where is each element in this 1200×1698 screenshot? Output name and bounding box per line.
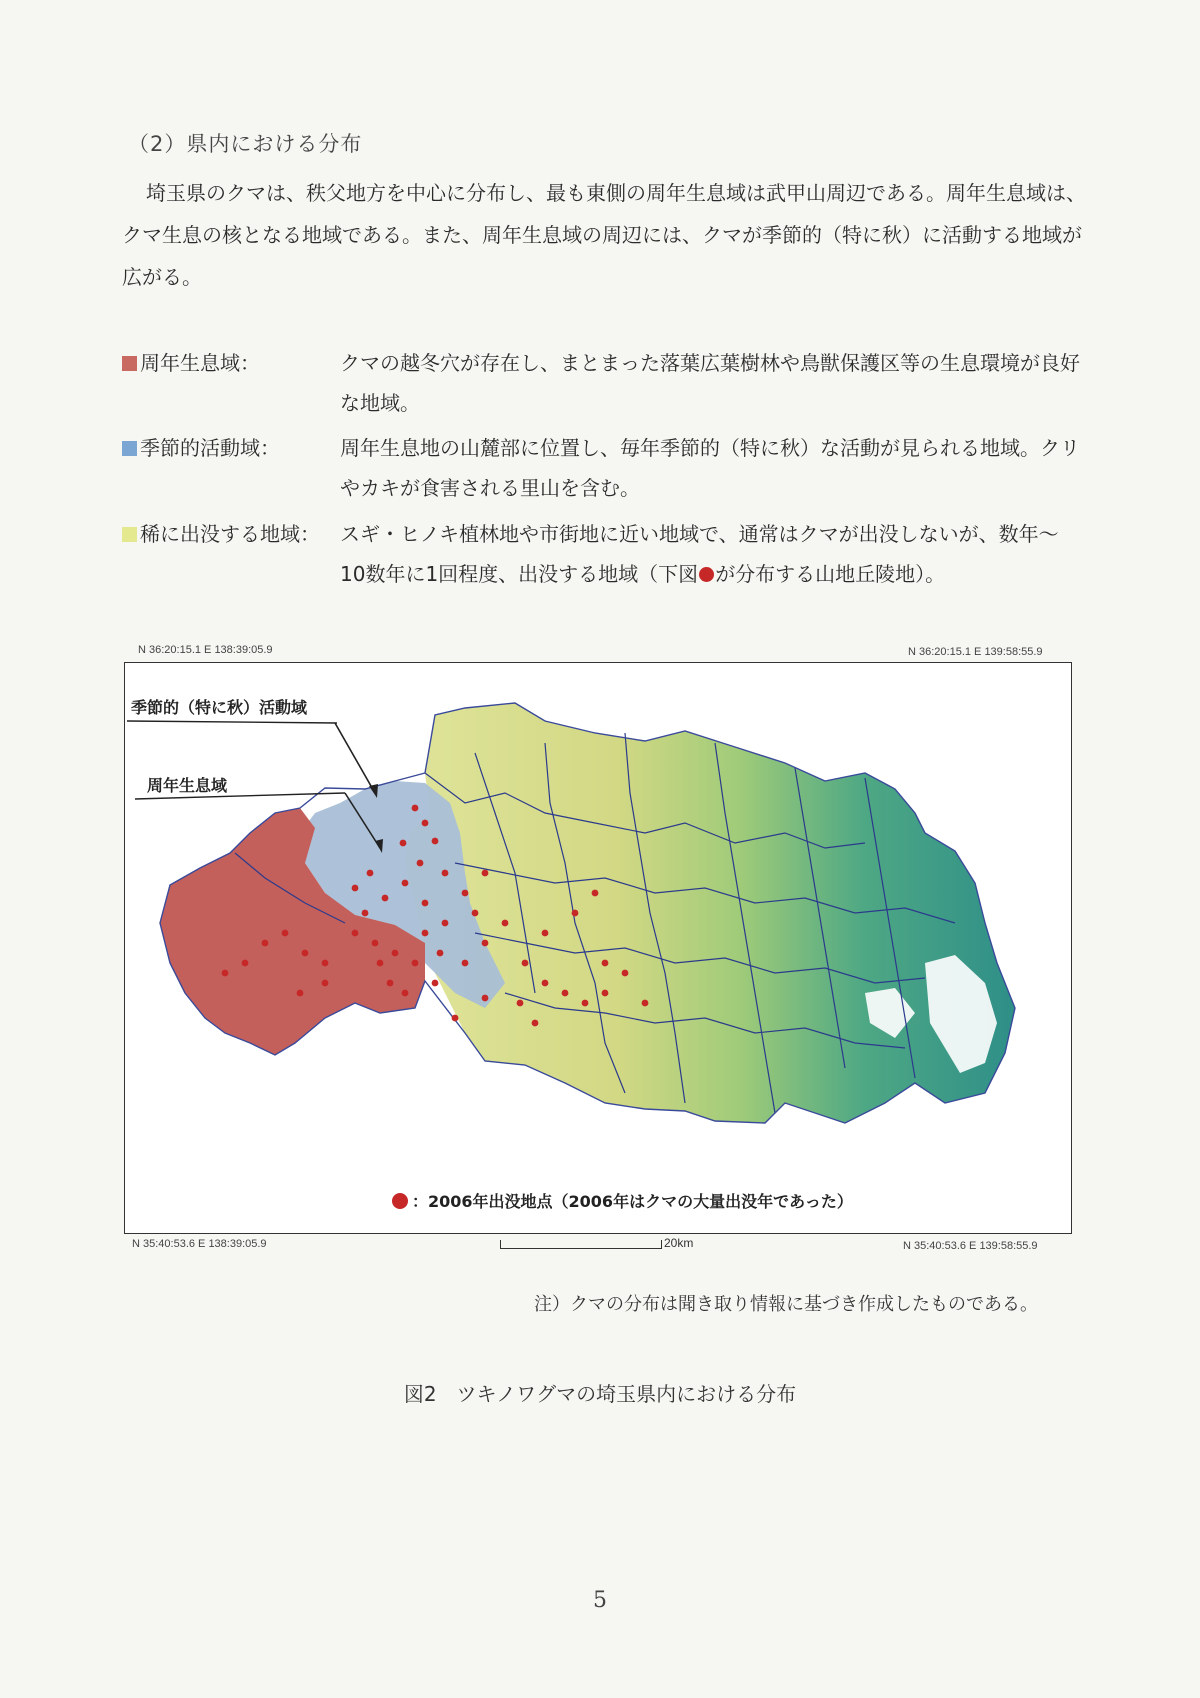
sighting-dot xyxy=(442,870,449,877)
sighting-dot xyxy=(482,940,489,947)
legend-swatch xyxy=(122,356,137,371)
sighting-dot xyxy=(352,930,359,937)
legend-term: 稀に出没する地域： xyxy=(122,514,320,554)
sighting-dot xyxy=(462,890,469,897)
sighting-dot xyxy=(422,820,429,827)
sighting-dot xyxy=(322,980,329,987)
sighting-dot xyxy=(602,990,609,997)
sighting-dot xyxy=(297,990,304,997)
figure-caption: 図2 ツキノワグマの埼玉県内における分布 xyxy=(403,1382,797,1406)
label-seasonal-activity: 季節的（特に秋）活動域 xyxy=(131,698,308,717)
label-underline-seasonal xyxy=(127,721,337,723)
sighting-dot xyxy=(412,805,419,812)
section-heading: （2）県内における分布 xyxy=(128,132,363,156)
sighting-dot xyxy=(582,1000,589,1007)
sighting-dot xyxy=(502,920,509,927)
coord-bottom-left: N 35:40:53.6 E 138:39:05.9 xyxy=(132,1238,267,1250)
sighting-dot xyxy=(400,840,407,847)
legend-item-yearround xyxy=(122,343,1102,423)
legend-term: 季節的活動域： xyxy=(122,428,280,468)
sighting-dot xyxy=(572,910,579,917)
red-dot-icon xyxy=(699,567,714,582)
distribution-map xyxy=(124,662,1072,1234)
sighting-dot xyxy=(642,1000,649,1007)
pointer-line-seasonal xyxy=(335,723,375,793)
sighting-dot xyxy=(402,990,409,997)
sighting-dot xyxy=(382,895,389,902)
footnote: 注）クマの分布は聞き取り情報に基づき作成したものである。 xyxy=(534,1294,1038,1315)
sighting-dot xyxy=(542,930,549,937)
sighting-dot xyxy=(437,950,444,957)
sighting-dot xyxy=(242,960,249,967)
sighting-dot xyxy=(482,995,489,1002)
sighting-dot xyxy=(432,980,439,987)
legend-swatch xyxy=(122,441,137,456)
sighting-dot xyxy=(377,960,384,967)
sighting-dot xyxy=(472,910,479,917)
legend-term: 周年生息域： xyxy=(122,343,260,383)
sighting-dot xyxy=(282,930,289,937)
legend-description: スギ・ヒノキ植林地や市街地に近い地域で、通常はクマが出没しないが、数年～10数年に1回程度、出没する地域（下図 が分布する山地丘陵地）。 xyxy=(340,522,1059,586)
sighting-dot xyxy=(387,980,394,987)
sighting-dot xyxy=(322,960,329,967)
sighting-dot xyxy=(422,900,429,907)
sighting-dot xyxy=(562,990,569,997)
sighting-dot xyxy=(222,970,229,977)
sighting-dot xyxy=(542,980,549,987)
sighting-dot xyxy=(622,970,629,977)
legend-description: 周年生息地の山麓部に位置し、毎年季節的（特に秋）な活動が見られる地域。クリやカキが食害される里山を含む。 xyxy=(340,436,1080,500)
legend-item-rare xyxy=(122,514,1102,594)
sighting-dot xyxy=(522,960,529,967)
sighting-dot xyxy=(262,940,269,947)
sighting-dot xyxy=(392,950,399,957)
sighting-dot xyxy=(417,860,424,867)
sighting-dot xyxy=(402,880,409,887)
sighting-dot xyxy=(372,940,379,947)
sighting-dot xyxy=(412,960,419,967)
sighting-dot xyxy=(482,870,489,877)
sighting-dot xyxy=(452,1015,459,1022)
label-year-round-habitat: 周年生息域 xyxy=(147,776,228,795)
sighting-dot xyxy=(432,838,439,845)
scale-label: 20km xyxy=(664,1236,694,1250)
sighting-dot xyxy=(362,910,369,917)
scale-bar xyxy=(500,1240,662,1249)
sighting-dot xyxy=(442,920,449,927)
intro-paragraph: 埼玉県のクマは、秩父地方を中心に分布し、最も東側の周年生息域は武甲山周辺である。周年生息域は、クマ生息の核となる地域である。また、周年生息域の周辺には、クマが季節的（特に秋）に活動する地域が広がる。 xyxy=(122,181,1086,289)
legend-description: クマの越冬穴が存在し、まとまった落葉広葉樹林や鳥獣保護区等の生息環境が良好な地域。 xyxy=(340,351,1080,415)
sighting-dot xyxy=(367,870,374,877)
coord-bottom-right: N 35:40:53.6 E 139:58:55.9 xyxy=(903,1240,1038,1252)
sighting-dot xyxy=(602,960,609,967)
sighting-dot xyxy=(517,1000,524,1007)
coord-top-left: N 36:20:15.1 E 138:39:05.9 xyxy=(138,644,273,656)
sighting-dot xyxy=(592,890,599,897)
sighting-dot xyxy=(462,960,469,967)
sighting-dot xyxy=(302,950,309,957)
coord-top-right: N 36:20:15.1 E 139:58:55.9 xyxy=(908,646,1043,658)
sighting-dot xyxy=(532,1020,539,1027)
page-number: 5 xyxy=(593,1588,607,1613)
map-graphic xyxy=(125,663,1071,1233)
sighting-dot xyxy=(352,885,359,892)
dot-legend-icon xyxy=(392,1193,408,1209)
legend-swatch xyxy=(122,527,137,542)
dot-legend-text: ：2006年出没地点（2006年はクマの大量出没年であった） xyxy=(412,1192,853,1211)
sighting-dot xyxy=(422,930,429,937)
legend-item-seasonal xyxy=(122,428,1102,508)
